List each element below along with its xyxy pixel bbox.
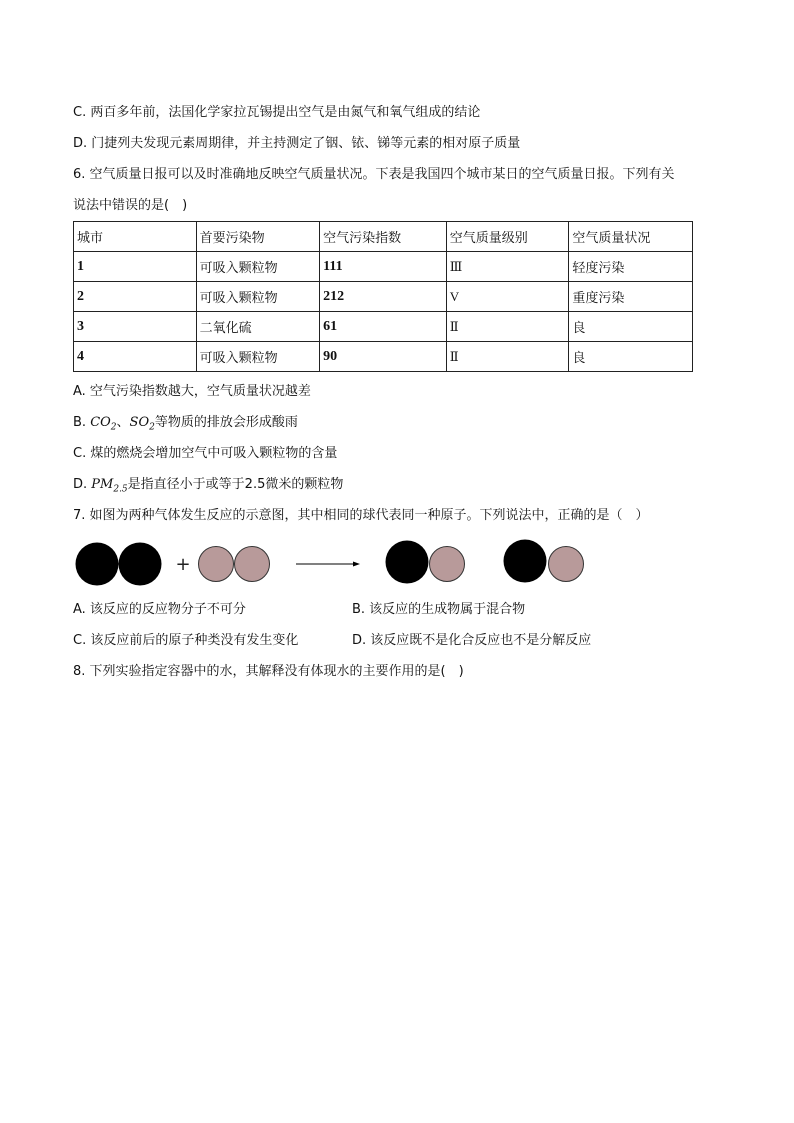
pink-atom — [199, 547, 234, 582]
co2-formula: $CO_2$ — [90, 415, 117, 433]
header-level: 空气质量级别 — [446, 222, 569, 252]
cell-level: Ⅲ — [446, 252, 569, 282]
air-quality-table — [73, 221, 693, 372]
q6-option-b — [73, 414, 298, 437]
pink-atom — [235, 547, 270, 582]
q5-option-d: D. 门捷列夫发现元素周期律，并主持测定了铟、铱、锑等元素的相对原子质量 — [73, 136, 521, 151]
so2-formula: $SO_2$ — [129, 415, 155, 433]
header-pollutant: 首要污染物 — [196, 222, 320, 252]
cell-level: Ⅱ — [446, 312, 569, 342]
table-row — [74, 252, 693, 282]
cell-index: 61 — [320, 312, 447, 342]
q8-stem: 8. 下列实验指定容器中的水，其解释没有体现水的主要作用的是( ) — [73, 664, 464, 679]
header-status: 空气质量状况 — [569, 222, 693, 252]
q6-option-d-text: 是指直径小于或等于2.5微米的颗粒物 — [127, 477, 344, 492]
table-row — [74, 282, 693, 312]
cell-level: Ⅱ — [446, 342, 569, 372]
cell-status: 轻度污染 — [569, 252, 693, 282]
cell-status: 重度污染 — [569, 282, 693, 312]
pm25-formula: $PM_{2.5}$ — [91, 477, 128, 495]
q6-option-b-text: 等物质的排放会形成酸雨 — [154, 415, 298, 430]
separator: 、 — [116, 415, 130, 430]
cell-pollutant: 可吸入颗粒物 — [196, 282, 320, 312]
cell-index: 212 — [320, 282, 447, 312]
cell-pollutant: 可吸入颗粒物 — [196, 252, 320, 282]
cell-level: V — [446, 282, 569, 312]
table-header-row — [74, 222, 693, 252]
pink-atom — [430, 547, 465, 582]
cell-status: 良 — [569, 342, 693, 372]
cell-pollutant: 可吸入颗粒物 — [196, 342, 320, 372]
cell-index: 90 — [320, 342, 447, 372]
header-city: 城市 — [74, 222, 197, 252]
black-atom — [386, 541, 429, 584]
q6-option-d-prefix: D. — [73, 477, 92, 492]
cell-status: 良 — [569, 312, 693, 342]
q6-option-d — [73, 476, 343, 499]
black-atom — [119, 543, 162, 586]
cell-index: 111 — [320, 252, 447, 282]
reaction-diagram — [70, 536, 600, 592]
cell-city: 4 — [74, 342, 197, 372]
cell-pollutant: 二氧化硫 — [196, 312, 320, 342]
pink-atom — [549, 547, 584, 582]
q6-stem-line2: 说法中错误的是( ) — [73, 198, 188, 213]
q6-stem-line1: 6. 空气质量日报可以及时准确地反映空气质量状况。下表是我国四个城市某日的空气质量日报。下列有关 — [73, 167, 675, 182]
black-atom — [504, 540, 547, 583]
cell-city: 2 — [74, 282, 197, 312]
q6-option-b-prefix: B. — [73, 415, 91, 430]
q7-option-a: A. 该反应的反应物分子不可分 — [73, 602, 246, 617]
cell-city: 1 — [74, 252, 197, 282]
q7-option-b: B. 该反应的生成物属于混合物 — [352, 602, 526, 617]
header-index: 空气污染指数 — [320, 222, 447, 252]
q7-option-d: D. 该反应既不是化合反应也不是分解反应 — [352, 633, 592, 648]
q5-option-c: C. 两百多年前，法国化学家拉瓦锡提出空气是由氮气和氧气组成的结论 — [73, 105, 481, 120]
q6-option-a: A. 空气污染指数越大，空气质量状况越差 — [73, 384, 311, 399]
q7-option-c: C. 该反应前后的原子种类没有发生变化 — [73, 633, 299, 648]
reaction-arrowhead-icon — [353, 562, 360, 567]
table-row — [74, 342, 693, 372]
plus-sign: + — [175, 554, 191, 575]
black-atom — [76, 543, 119, 586]
q7-stem: 7. 如图为两种气体发生反应的示意图，其中相同的球代表同一种原子。下列说法中，正确的是（ ） — [73, 508, 649, 523]
q6-option-c: C. 煤的燃烧会增加空气中可吸入颗粒物的含量 — [73, 446, 338, 461]
table-row — [74, 312, 693, 342]
cell-city: 3 — [74, 312, 197, 342]
